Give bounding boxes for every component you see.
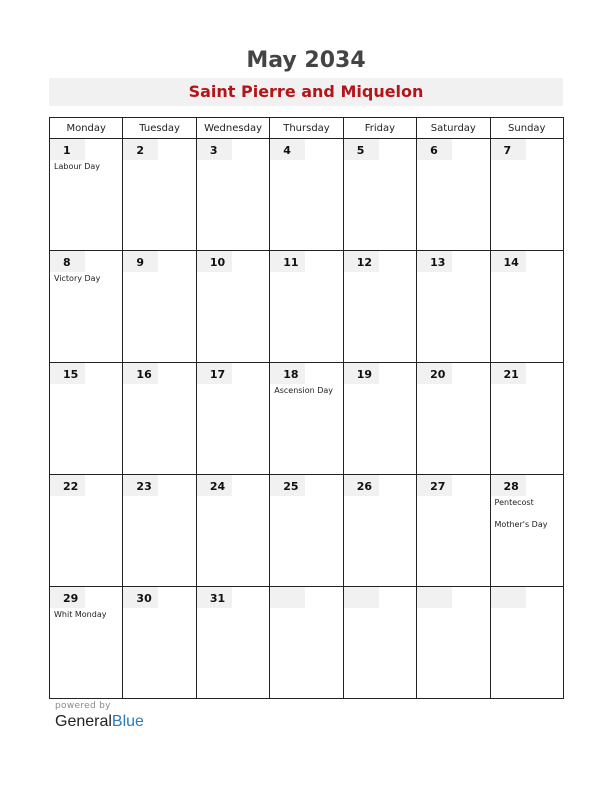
empty-day-cell bbox=[490, 587, 563, 699]
day-number: 11 bbox=[283, 256, 299, 269]
day-cell[interactable] bbox=[123, 475, 196, 587]
day-cell[interactable] bbox=[50, 251, 123, 363]
day-cell[interactable] bbox=[50, 363, 123, 475]
day-cell[interactable] bbox=[196, 363, 269, 475]
day-number: 9 bbox=[136, 256, 145, 269]
day-cell[interactable] bbox=[196, 139, 269, 251]
weekday-header-thursday: Thursday bbox=[270, 118, 343, 139]
brand-blue: Blue bbox=[111, 713, 144, 730]
day-number: 14 bbox=[503, 256, 519, 269]
empty-day-cell bbox=[270, 587, 343, 699]
page-title: May 2034 bbox=[246, 48, 366, 73]
day-cell[interactable] bbox=[270, 363, 343, 475]
holiday-label: Labour Day bbox=[54, 162, 101, 171]
day-cell[interactable] bbox=[123, 587, 196, 699]
holiday-label: Pentecost bbox=[494, 498, 534, 507]
holiday-label: Mother's Day bbox=[494, 520, 548, 529]
holiday-list bbox=[54, 273, 118, 295]
day-number: 13 bbox=[430, 256, 446, 269]
day-cell[interactable] bbox=[343, 475, 416, 587]
calendar-grid bbox=[49, 117, 564, 699]
day-cell[interactable] bbox=[123, 139, 196, 251]
day-number: 20 bbox=[430, 368, 446, 381]
day-number-band bbox=[270, 587, 305, 608]
holiday-list bbox=[54, 161, 118, 183]
region-banner: Saint Pierre and Miquelon bbox=[49, 78, 563, 106]
day-cell[interactable] bbox=[343, 363, 416, 475]
powered-by-text: powered by bbox=[55, 701, 111, 711]
day-cell[interactable] bbox=[490, 251, 563, 363]
weekday-header-wednesday: Wednesday bbox=[196, 118, 269, 139]
day-number: 16 bbox=[136, 368, 152, 381]
day-cell[interactable] bbox=[490, 363, 563, 475]
day-cell[interactable] bbox=[123, 251, 196, 363]
day-number: 27 bbox=[430, 480, 446, 493]
day-number: 12 bbox=[356, 256, 372, 269]
day-number-band bbox=[491, 587, 526, 608]
holiday-list bbox=[495, 497, 559, 541]
weekday-header-friday: Friday bbox=[343, 118, 416, 139]
day-number: 26 bbox=[356, 480, 372, 493]
day-number: 6 bbox=[430, 144, 438, 157]
day-number: 29 bbox=[63, 592, 79, 605]
day-cell[interactable] bbox=[270, 251, 343, 363]
week-row bbox=[50, 251, 564, 363]
day-cell[interactable] bbox=[270, 139, 343, 251]
day-cell[interactable] bbox=[196, 475, 269, 587]
holiday-label: Ascension Day bbox=[274, 386, 333, 395]
day-cell[interactable] bbox=[417, 475, 490, 587]
day-number: 8 bbox=[63, 256, 71, 269]
week-row bbox=[50, 139, 564, 251]
week-row bbox=[50, 475, 564, 587]
day-cell[interactable] bbox=[417, 139, 490, 251]
empty-day-cell bbox=[417, 587, 490, 699]
day-cell[interactable] bbox=[417, 363, 490, 475]
day-cell[interactable] bbox=[50, 587, 123, 699]
holiday-label: Victory Day bbox=[54, 274, 101, 283]
day-cell[interactable] bbox=[50, 139, 123, 251]
weekday-header-sunday: Sunday bbox=[490, 118, 563, 139]
day-cell[interactable] bbox=[196, 251, 269, 363]
day-cell[interactable] bbox=[417, 251, 490, 363]
day-number: 28 bbox=[503, 480, 519, 493]
day-cell[interactable] bbox=[50, 475, 123, 587]
day-number: 31 bbox=[209, 592, 226, 605]
day-number: 18 bbox=[283, 368, 299, 381]
footer bbox=[55, 701, 144, 731]
day-number: 3 bbox=[209, 144, 218, 157]
day-number: 4 bbox=[283, 144, 291, 157]
calendar-body bbox=[50, 139, 564, 699]
day-number: 10 bbox=[209, 256, 226, 269]
generalblue-logo[interactable] bbox=[55, 713, 144, 731]
holiday-label: Whit Monday bbox=[54, 610, 107, 619]
weekday-header-row bbox=[50, 118, 564, 139]
day-number: 17 bbox=[209, 368, 226, 381]
day-number: 30 bbox=[136, 592, 152, 605]
day-number: 7 bbox=[503, 144, 512, 157]
week-row bbox=[50, 363, 564, 475]
day-cell[interactable] bbox=[270, 475, 343, 587]
day-cell[interactable] bbox=[343, 251, 416, 363]
day-cell[interactable] bbox=[123, 363, 196, 475]
brand-general: General bbox=[55, 713, 112, 730]
day-number: 19 bbox=[356, 368, 372, 381]
day-number: 5 bbox=[356, 144, 365, 157]
day-number: 1 bbox=[63, 144, 71, 157]
day-number: 2 bbox=[136, 144, 145, 157]
day-cell[interactable] bbox=[196, 587, 269, 699]
day-number: 15 bbox=[63, 368, 79, 381]
day-number-band bbox=[344, 587, 379, 608]
day-number: 23 bbox=[136, 480, 152, 493]
week-row bbox=[50, 587, 564, 699]
weekday-header-saturday: Saturday bbox=[417, 118, 490, 139]
holiday-list bbox=[54, 609, 118, 631]
day-cell[interactable] bbox=[490, 139, 563, 251]
holiday-list bbox=[274, 385, 338, 407]
day-number: 22 bbox=[63, 480, 79, 493]
day-cell[interactable] bbox=[343, 139, 416, 251]
empty-day-cell bbox=[343, 587, 416, 699]
day-number: 21 bbox=[503, 368, 519, 381]
weekday-header-monday: Monday bbox=[50, 118, 123, 139]
day-cell[interactable] bbox=[490, 475, 563, 587]
day-number: 25 bbox=[283, 480, 299, 493]
weekday-header-tuesday: Tuesday bbox=[123, 118, 196, 139]
day-number: 24 bbox=[209, 480, 226, 493]
day-number-band bbox=[417, 587, 452, 608]
